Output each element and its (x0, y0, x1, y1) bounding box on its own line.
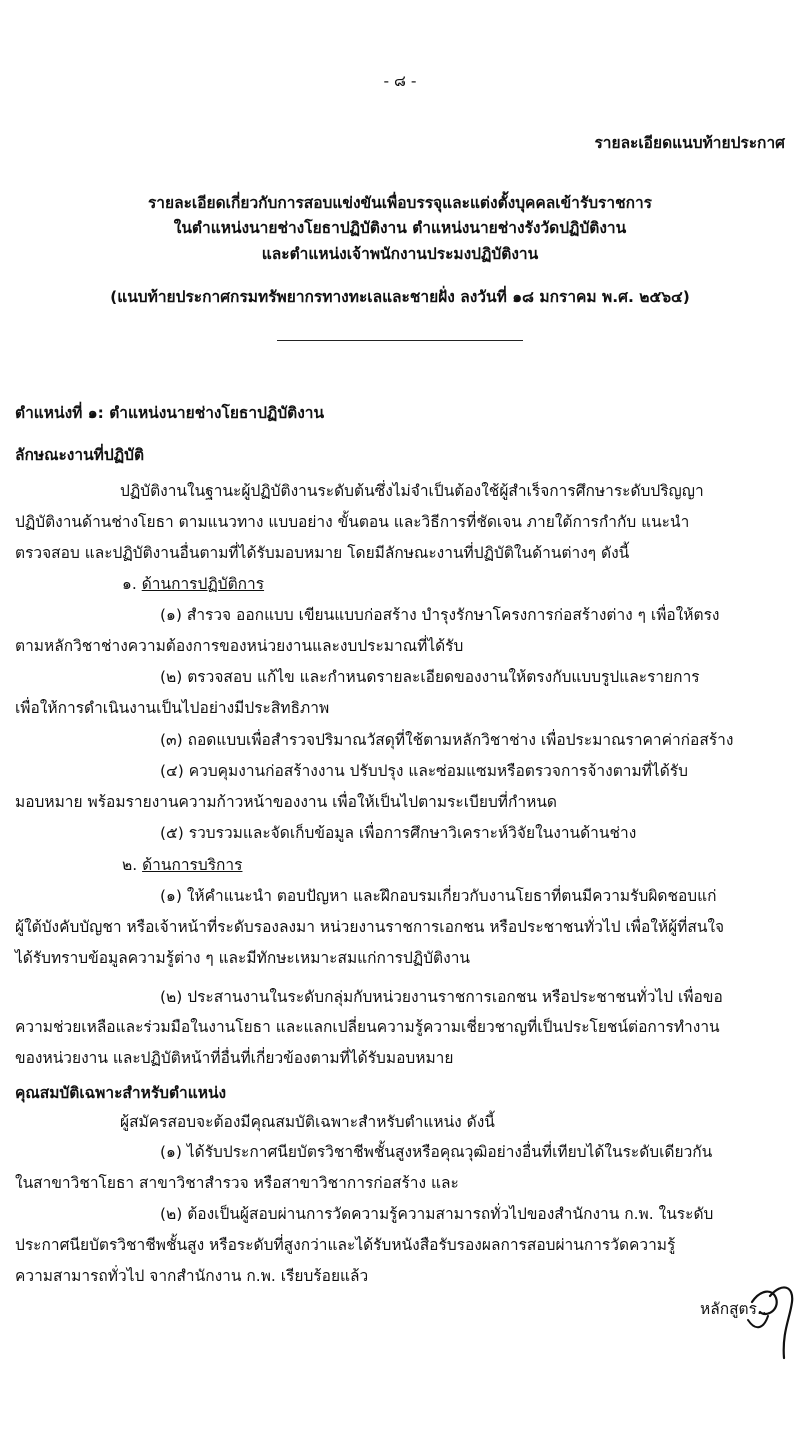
job-nature-heading: ลักษณะงานที่ปฏิบัติ (15, 446, 145, 464)
svc-item-2b: ความช่วยเหลือและร่วมมือในงานโยธา และแลกเปลี่ยนความรู้ความเชี่ยวชาญที่เป็นประโยชน์ต่อการทำงาน (15, 1018, 720, 1036)
svc-section-title: ด้านการบริการ (142, 856, 243, 874)
ops-section-number: ๑. (122, 575, 137, 593)
page-number: - ๘ - (383, 72, 417, 90)
qualification-2a: (๒) ต้องเป็นผู้สอบผ่านการวัดความรู้ความสามารถทั่วไปของสำนักงาน ก.พ. ในระดับ (160, 1205, 714, 1223)
job-intro-line-1: ปฏิบัติงานในฐานะผู้ปฏิบัติงานระดับต้นซึ่งไม่จำเป็นต้องใช้ผู้สำเร็จการศึกษาระดับปริญญา (120, 482, 704, 500)
ops-item-4b: มอบหมาย พร้อมรายงานความก้าวหน้าของงาน เพื่อให้เป็นไปตามระเบียบที่กำหนด (15, 793, 557, 811)
continuation-text: หลักสูตร... (700, 1300, 772, 1318)
handwritten-signature (742, 1262, 800, 1372)
title-line-1: รายละเอียดเกี่ยวกับการสอบแข่งขันเพื่อบรรจุและแต่งตั้งบุคคลเข้ารับราชการ (147, 194, 652, 212)
title-line-2: ในตำแหน่งนายช่างโยธาปฏิบัติงาน ตำแหน่งนายช่างรังวัดปฏิบัติงาน (173, 219, 627, 237)
svc-section-heading (122, 854, 242, 876)
ops-item-2a: (๒) ตรวจสอบ แก้ไข และกำหนดรายละเอียดของงานให้ตรงกับแบบรูปและรายการ (160, 668, 700, 686)
title-divider (277, 340, 523, 341)
ops-item-1b: ตามหลักวิชาช่างความต้องการของหน่วยงานและงบประมาณที่ได้รับ (15, 637, 464, 655)
qualification-1b: ในสาขาวิชาโยธา สาขาวิชาสำรวจ หรือสาขาวิชาการก่อสร้าง และ (15, 1174, 459, 1192)
qualification-1a: (๑) ได้รับประกาศนียบัตรวิชาชีพชั้นสูงหรือคุณวุฒิอย่างอื่นที่เทียบได้ในระดับเดียวกัน (160, 1143, 713, 1161)
ops-item-5: (๕) รวบรวมและจัดเก็บข้อมูล เพื่อการศึกษาวิเคราะห์วิจัยในงานด้านช่าง (160, 824, 637, 842)
ops-item-4a: (๔) ควบคุมงานก่อสร้างงาน ปรับปรุง และซ่อมแซมหรือตรวจการจ้างตามที่ได้รับ (160, 762, 688, 780)
job-intro-line-3: ตรวจสอบ และปฏิบัติงานอื่นตามที่ได้รับมอบหมาย โดยมีลักษณะงานที่ปฏิบัติในด้านต่างๆ ดังนี้ (15, 544, 630, 562)
title-line-3: และตำแหน่งเจ้าพนักงานประมงปฏิบัติงาน (261, 245, 539, 263)
qualifications-heading: คุณสมบัติเฉพาะสำหรับตำแหน่ง (15, 1084, 227, 1102)
ops-item-3: (๓) ถอดแบบเพื่อสำรวจปริมาณวัสดุที่ใช้ตามหลักวิชาช่าง เพื่อประมาณราคาค่าก่อสร้าง (160, 731, 734, 749)
svc-section-number: ๒. (122, 856, 138, 874)
qualification-2c: ความสามารถทั่วไป จากสำนักงาน ก.พ. เรียบร้อยแล้ว (15, 1267, 369, 1285)
svc-item-1c: ได้รับทราบข้อมูลความรู้ต่าง ๆ และมีทักษะเหมาะสมแก่การปฏิบัติงาน (15, 949, 470, 967)
ops-item-1a: (๑) สำรวจ ออกแบบ เขียนแบบก่อสร้าง บำรุงรักษาโครงการก่อสร้างต่าง ๆ เพื่อให้ตรง (160, 606, 720, 624)
ops-section-title: ด้านการปฏิบัติการ (141, 575, 265, 593)
qualifications-intro: ผู้สมัครสอบจะต้องมีคุณสมบัติเฉพาะสำหรับตำแหน่ง ดังนี้ (120, 1113, 495, 1131)
svc-item-1a: (๑) ให้คำแนะนำ ตอบปัญหา และฝึกอบรมเกี่ยวกับงานโยธาที่ตนมีความรับผิดชอบแก่ (160, 887, 717, 905)
title-line-4: (แนบท้ายประกาศกรมทรัพยากรทางทะเลและชายฝั่ง ลงวันที่ ๑๘ มกราคม พ.ศ. ๒๕๖๔) (110, 288, 690, 306)
ops-section-heading (122, 573, 264, 595)
qualification-2b: ประกาศนียบัตรวิชาชีพชั้นสูง หรือระดับที่สูงกว่าและได้รับหนังสือรับรองผลการสอบผ่านการวัดความรู้ (15, 1236, 676, 1254)
ops-item-2b: เพื่อให้การดำเนินงานเป็นไปอย่างมีประสิทธิภาพ (15, 699, 330, 717)
svc-item-2a: (๒) ประสานงานในระดับกลุ่มกับหน่วยงานราชการเอกชน หรือประชาชนทั่วไป เพื่อขอ (160, 988, 723, 1006)
svc-item-1b: ผู้ใต้บังคับบัญชา หรือเจ้าหน้าที่ระดับรองลงมา หน่วยงานราชการเอกชน หรือประชาชนทั่วไป เพื่อให้ผู้ที่สนใจ (15, 918, 725, 936)
svc-item-2c: ของหน่วยงาน และปฏิบัติหน้าที่อื่นที่เกี่ยวข้องตามที่ได้รับมอบหมาย (15, 1049, 454, 1067)
job-intro-line-2: ปฏิบัติงานด้านช่างโยธา ตามแนวทาง แบบอย่าง ขั้นตอน และวิธีการที่ชัดเจน ภายใต้การกำกับ แนะนำ (15, 513, 690, 531)
position-heading: ตำแหน่งที่ ๑: ตำแหน่งนายช่างโยธาปฏิบัติงาน (15, 404, 325, 422)
attachment-label: รายละเอียดแนบท้ายประกาศ (594, 134, 785, 152)
